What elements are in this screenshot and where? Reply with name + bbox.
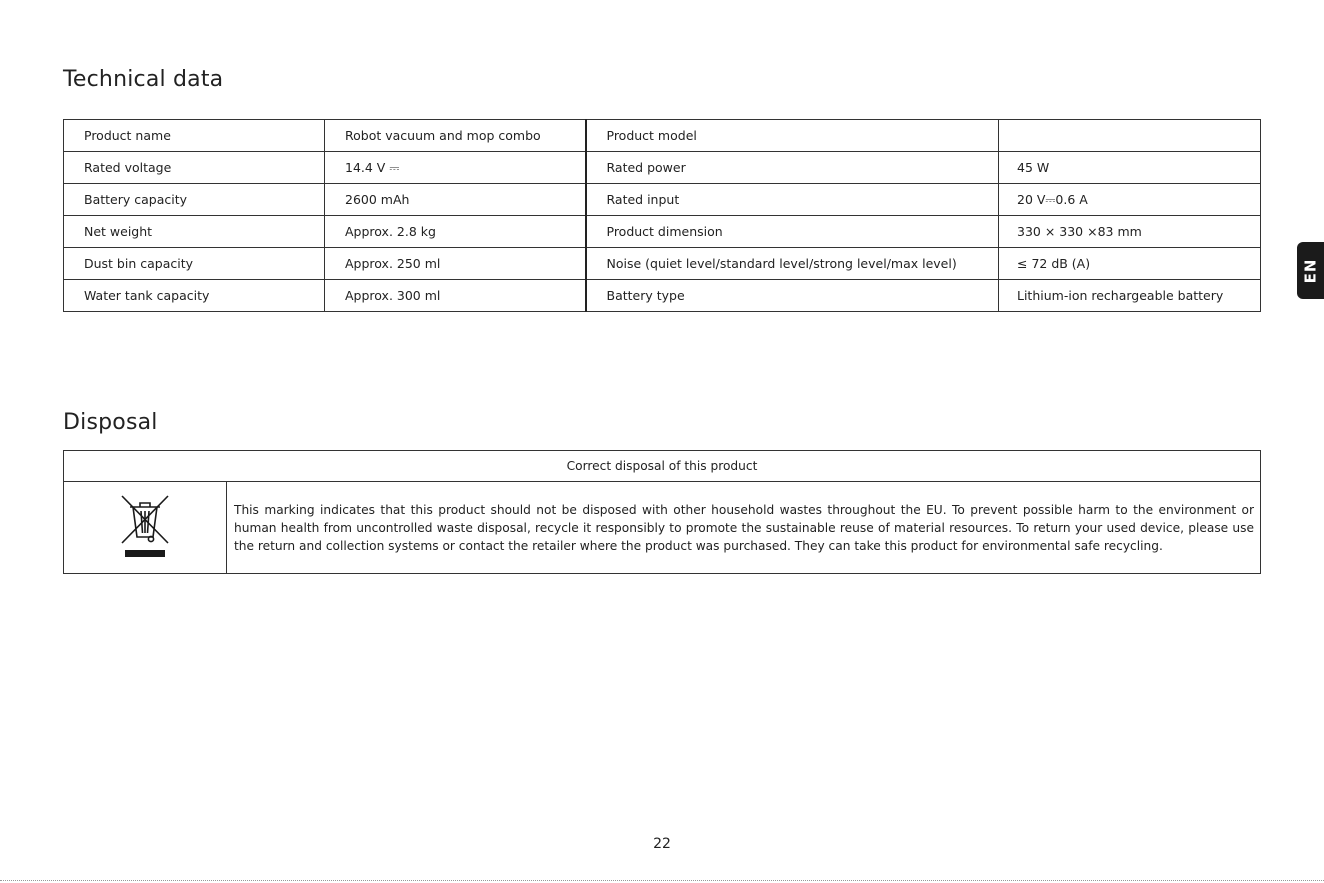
disposal-text: This marking indicates that this product should not be disposed with other household wastes throughout the EU. To prevent possible harm to the environment or human health from uncontrolled waste disposal, recycle it responsibly to promote the sustainable reuse of material resources. To return your used device, please use the return and collection systems or contact the retailer where the product was purchased. They can take this product for environmental safe recycling.	[227, 482, 1261, 574]
language-tab-label: EN	[1301, 258, 1320, 283]
spec-value: 2600 mAh	[325, 184, 586, 216]
spec-value: ≤ 72 dB (A)	[999, 248, 1261, 280]
spec-label: Net weight	[64, 216, 325, 248]
spec-label: Dust bin capacity	[64, 248, 325, 280]
table-row	[64, 152, 1261, 184]
spec-label: Rated input	[586, 184, 999, 216]
disposal-header: Correct disposal of this product	[64, 451, 1261, 482]
table-row	[64, 248, 1261, 280]
spec-value: Lithium-ion rechargeable battery	[999, 280, 1261, 312]
spec-label: Noise (quiet level/standard level/strong level/max level)	[586, 248, 999, 280]
spec-value: 20 V⎓0.6 A	[999, 184, 1261, 216]
spec-value: Approx. 300 ml	[325, 280, 586, 312]
page-number: 22	[653, 836, 671, 852]
technical-data-table	[63, 119, 1261, 312]
spec-label: Rated power	[586, 152, 999, 184]
spec-value: 330 × 330 ×83 mm	[999, 216, 1261, 248]
spec-value	[999, 120, 1261, 152]
spec-value: Robot vacuum and mop combo	[325, 120, 586, 152]
spec-value: 45 W	[999, 152, 1261, 184]
table-row	[64, 216, 1261, 248]
spec-label: Battery type	[586, 280, 999, 312]
disposal-icon-cell	[64, 482, 227, 574]
spec-label: Battery capacity	[64, 184, 325, 216]
table-row	[64, 184, 1261, 216]
disposal-title: Disposal	[63, 410, 158, 435]
spec-value: 14.4 V ⎓	[325, 152, 586, 184]
disposal-table	[63, 450, 1261, 574]
spec-label: Rated voltage	[64, 152, 325, 184]
technical-data-title: Technical data	[63, 67, 224, 92]
spec-label: Product dimension	[586, 216, 999, 248]
spec-value: Approx. 250 ml	[325, 248, 586, 280]
table-row	[64, 280, 1261, 312]
table-row	[64, 120, 1261, 152]
language-tab	[1297, 242, 1324, 299]
spec-label: Product model	[586, 120, 999, 152]
crossed-out-wheelie-bin-icon	[119, 493, 171, 559]
spec-value: Approx. 2.8 kg	[325, 216, 586, 248]
spec-label: Water tank capacity	[64, 280, 325, 312]
spec-label: Product name	[64, 120, 325, 152]
